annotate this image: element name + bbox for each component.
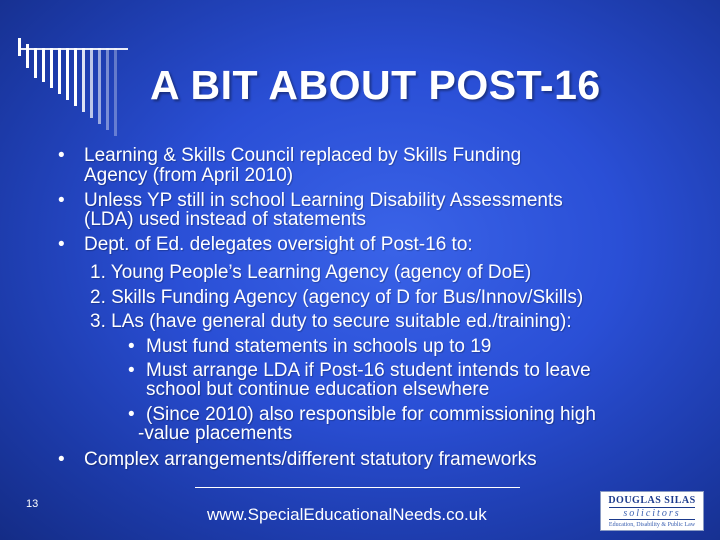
body-line: -value placements: [138, 423, 293, 444]
logo-middle-text: solicitors: [609, 507, 695, 520]
bullet-icon: •: [58, 190, 65, 211]
bullet-icon: •: [128, 360, 135, 381]
logo-top-text: DOUGLAS SILAS: [608, 495, 696, 506]
body-line: Must arrange LDA if Post-16 student intends to leave: [146, 360, 591, 381]
bullet-icon: •: [58, 449, 65, 470]
footer-rule: [195, 487, 520, 488]
decorative-bars: [18, 38, 128, 148]
firm-logo: [600, 491, 704, 531]
body-line: 3. LAs (have general duty to secure suitable ed./training):: [90, 311, 572, 332]
body-line: Must fund statements in schools up to 19: [146, 336, 492, 357]
bullet-icon: •: [128, 336, 135, 357]
logo-bottom-text: Education, Disability & Public Law: [608, 522, 696, 528]
body-line: Agency (from April 2010): [84, 165, 294, 186]
body-line: (LDA) used instead of statements: [84, 209, 366, 230]
footer-url[interactable]: www.SpecialEducationalNeeds.co.uk: [207, 505, 487, 524]
bullet-icon: •: [128, 404, 135, 425]
body-line: Dept. of Ed. delegates oversight of Post-16 to:: [84, 234, 473, 255]
slide-title: A BIT ABOUT POST-16: [150, 62, 601, 108]
body-line: Learning & Skills Council replaced by Skills Funding: [84, 145, 522, 166]
body-line: Unless YP still in school Learning Disability Assessments: [84, 190, 563, 211]
bullet-icon: •: [58, 145, 65, 166]
page-number: 13: [26, 498, 39, 510]
body-line: 1. Young People’s Learning Agency (agency of DoE): [90, 262, 532, 283]
bullet-icon: •: [58, 234, 65, 255]
body-line: Complex arrangements/different statutory frameworks: [84, 449, 537, 470]
body-line: school but continue education elsewhere: [146, 379, 490, 400]
body-line: (Since 2010) also responsible for commissioning high: [146, 404, 596, 425]
body-line: 2. Skills Funding Agency (agency of D for Bus/Innov/Skills): [90, 287, 584, 308]
